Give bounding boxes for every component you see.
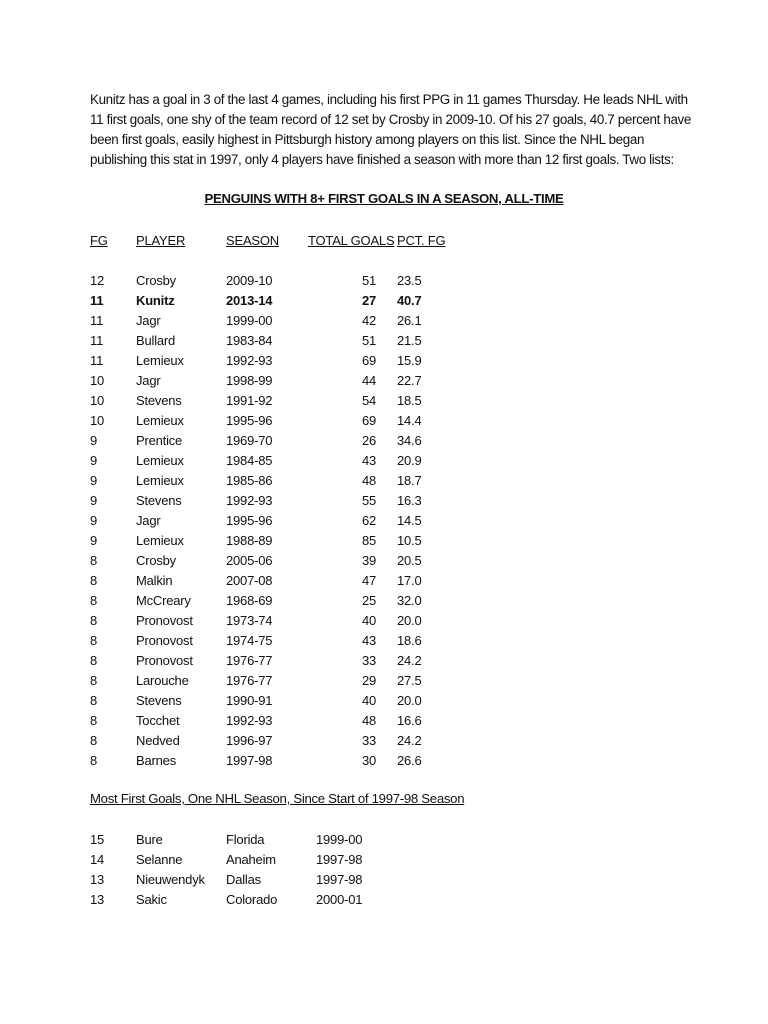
header-pct-fg: PCT. FG [397, 233, 446, 248]
cell-total-goals: 51 [361, 273, 376, 288]
table-row [90, 451, 457, 471]
cell-player: Crosby [136, 553, 176, 568]
cell-fg: 8 [90, 673, 98, 688]
table-row [90, 731, 457, 751]
cell-total-goals: 44 [361, 373, 376, 388]
cell-fg: 9 [90, 493, 98, 508]
cell-season: 1973-74 [226, 613, 273, 628]
table-row [90, 411, 457, 431]
cell-pct-fg: 20.5 [397, 553, 422, 568]
cell-pct-fg: 27.5 [397, 673, 422, 688]
cell-season: 1968-69 [226, 593, 273, 608]
table2-title: Most First Goals, One NHL Season, Since Start of 1997-98 Season [90, 791, 465, 806]
cell-player: Kunitz [136, 293, 175, 308]
cell-pct-fg: 32.0 [397, 593, 422, 608]
cell-fg: 8 [90, 653, 98, 668]
cell-player: Crosby [136, 273, 176, 288]
cell-player: Jagr [136, 313, 161, 328]
cell-total-goals: 33 [361, 653, 376, 668]
cell-fg: 8 [90, 753, 98, 768]
cell-season: 1998-99 [226, 373, 273, 388]
cell-fg: 8 [90, 573, 98, 588]
table-row [90, 331, 457, 351]
cell-pct-fg: 18.7 [397, 473, 422, 488]
cell-player: Tocchet [136, 713, 180, 728]
cell-season: 2000-01 [316, 892, 363, 907]
cell-pct-fg: 20.0 [397, 613, 422, 628]
cell-player: Stevens [136, 493, 182, 508]
cell-fg: 9 [90, 473, 98, 488]
cell-player: Jagr [136, 513, 161, 528]
table-row [90, 671, 457, 691]
cell-pct-fg: 26.1 [397, 313, 422, 328]
cell-fg: 8 [90, 713, 98, 728]
table1-header-row [90, 231, 457, 251]
cell-fg: 10 [90, 373, 105, 388]
table-row [90, 591, 457, 611]
cell-total-goals: 30 [361, 753, 376, 768]
table-row [90, 391, 457, 411]
table-row [90, 890, 386, 910]
cell-fg: 8 [90, 553, 98, 568]
cell-first-goals: 15 [90, 832, 105, 847]
table1-title: PENGUINS WITH 8+ FIRST GOALS IN A SEASON, ALL-TIME [204, 191, 564, 206]
cell-player: Larouche [136, 673, 189, 688]
cell-player: Pronovost [136, 653, 193, 668]
cell-pct-fg: 24.2 [397, 733, 422, 748]
table-row [90, 491, 457, 511]
table-row [90, 531, 457, 551]
cell-team: Florida [226, 832, 265, 847]
cell-pct-fg: 14.5 [397, 513, 422, 528]
cell-fg: 8 [90, 693, 98, 708]
cell-pct-fg: 23.5 [397, 273, 422, 288]
cell-player: Pronovost [136, 633, 193, 648]
table-row [90, 271, 457, 291]
cell-pct-fg: 17.0 [397, 573, 422, 588]
table-row [90, 351, 457, 371]
table-row [90, 611, 457, 631]
cell-pct-fg: 10.5 [397, 533, 422, 548]
cell-pct-fg: 20.9 [397, 453, 422, 468]
table-row [90, 371, 457, 391]
cell-pct-fg: 22.7 [397, 373, 422, 388]
table-row [90, 870, 386, 890]
cell-season: 1992-93 [226, 493, 273, 508]
cell-season: 1997-98 [316, 872, 363, 887]
cell-pct-fg: 34.6 [397, 433, 422, 448]
cell-season: 1990-91 [226, 693, 273, 708]
cell-season: 1974-75 [226, 633, 273, 648]
header-season: SEASON [226, 233, 279, 248]
cell-total-goals: 69 [361, 413, 376, 428]
cell-fg: 8 [90, 593, 98, 608]
first-goals-penguins-table [90, 231, 457, 771]
cell-total-goals: 39 [361, 553, 376, 568]
cell-pct-fg: 14.4 [397, 413, 422, 428]
cell-season: 1995-96 [226, 413, 273, 428]
cell-player: Lemieux [136, 453, 184, 468]
header-player: PLAYER [136, 233, 186, 248]
cell-total-goals: 25 [361, 593, 376, 608]
cell-fg: 11 [90, 313, 104, 328]
cell-total-goals: 51 [361, 333, 376, 348]
cell-player: Bullard [136, 333, 176, 348]
cell-fg: 9 [90, 433, 98, 448]
cell-total-goals: 69 [361, 353, 376, 368]
cell-total-goals: 26 [361, 433, 376, 448]
cell-team: Colorado [226, 892, 278, 907]
cell-first-goals: 14 [90, 852, 105, 867]
table-row [90, 711, 457, 731]
table-row [90, 471, 457, 491]
table1-body [90, 251, 457, 771]
table-row [90, 850, 386, 870]
intro-paragraph: Kunitz has a goal in 3 of the last 4 games, including his first PPG in 11 games Thursday. He leads NHL with 11 first goals, one shy of the team record of 12 set by Crosby in 2009-10. Of his 27 goals, 40.7 percent have been first goals, easily highest in Pittsburgh history among players on this list. Since the NHL began publishing this stat in 1997, only 4 players have finished a season with more than 12 first goals. Two lists: [90, 92, 691, 167]
cell-season: 1995-96 [226, 513, 273, 528]
table-row [90, 571, 457, 591]
cell-fg: 11 [90, 353, 104, 368]
table-row [90, 551, 457, 571]
cell-player: Selanne [136, 852, 183, 867]
cell-season: 1991-92 [226, 393, 273, 408]
cell-total-goals: 42 [361, 313, 376, 328]
cell-player: Lemieux [136, 533, 184, 548]
cell-team: Dallas [226, 872, 261, 887]
table1-spacer-row [90, 251, 457, 271]
cell-season: 1999-00 [226, 313, 273, 328]
cell-player: Bure [136, 832, 163, 847]
table-row [90, 431, 457, 451]
cell-season: 1996-97 [226, 733, 273, 748]
cell-season: 2005-06 [226, 553, 273, 568]
cell-fg: 9 [90, 513, 98, 528]
cell-season: 1992-93 [226, 713, 273, 728]
cell-player: Prentice [136, 433, 183, 448]
cell-player: Nedved [136, 733, 180, 748]
cell-player: Lemieux [136, 413, 184, 428]
cell-first-goals: 13 [90, 892, 105, 907]
table-row [90, 631, 457, 651]
cell-player: Barnes [136, 753, 176, 768]
table-row [90, 311, 457, 331]
cell-total-goals: 29 [361, 673, 376, 688]
cell-player: Malkin [136, 573, 173, 588]
cell-fg: 9 [90, 533, 98, 548]
table2-body [90, 830, 386, 910]
cell-player: Lemieux [136, 473, 184, 488]
header-total-goals: TOTAL GOALS [308, 233, 395, 248]
cell-total-goals: 48 [361, 713, 376, 728]
cell-player: Pronovost [136, 613, 193, 628]
cell-fg: 8 [90, 633, 98, 648]
cell-pct-fg: 40.7 [397, 293, 422, 308]
table-row [90, 291, 457, 311]
cell-season: 1969-70 [226, 433, 273, 448]
cell-pct-fg: 18.5 [397, 393, 422, 408]
cell-season: 1983-84 [226, 333, 273, 348]
cell-player: Sakic [136, 892, 167, 907]
cell-pct-fg: 15.9 [397, 353, 422, 368]
cell-season: 1997-98 [226, 753, 273, 768]
cell-total-goals: 40 [361, 613, 376, 628]
cell-total-goals: 43 [361, 453, 376, 468]
cell-season: 2009-10 [226, 273, 273, 288]
cell-player: Nieuwendyk [136, 872, 205, 887]
cell-total-goals: 48 [361, 473, 376, 488]
cell-fg: 11 [90, 333, 104, 348]
cell-pct-fg: 18.6 [397, 633, 422, 648]
cell-total-goals: 55 [361, 493, 376, 508]
cell-total-goals: 43 [361, 633, 376, 648]
cell-season: 2013-14 [226, 293, 273, 308]
table-row [90, 651, 457, 671]
cell-season: 1999-00 [316, 832, 363, 847]
cell-first-goals: 13 [90, 872, 105, 887]
cell-season: 1976-77 [226, 673, 273, 688]
cell-season: 1985-86 [226, 473, 273, 488]
cell-total-goals: 27 [361, 293, 376, 308]
cell-player: Lemieux [136, 353, 184, 368]
cell-fg: 8 [90, 733, 98, 748]
cell-fg: 9 [90, 453, 98, 468]
cell-total-goals: 54 [361, 393, 376, 408]
cell-total-goals: 33 [361, 733, 376, 748]
cell-player: McCreary [136, 593, 191, 608]
cell-fg: 8 [90, 613, 98, 628]
table-row [90, 751, 457, 771]
cell-team: Anaheim [226, 852, 276, 867]
cell-total-goals: 85 [361, 533, 376, 548]
cell-season: 1976-77 [226, 653, 273, 668]
cell-pct-fg: 20.0 [397, 693, 422, 708]
cell-total-goals: 62 [361, 513, 376, 528]
cell-total-goals: 47 [361, 573, 376, 588]
table-row [90, 830, 386, 850]
cell-player: Stevens [136, 693, 182, 708]
cell-fg: 12 [90, 273, 105, 288]
cell-player: Stevens [136, 393, 182, 408]
most-first-goals-nhl-table [90, 830, 386, 910]
cell-pct-fg: 16.3 [397, 493, 422, 508]
cell-total-goals: 40 [361, 693, 376, 708]
cell-pct-fg: 26.6 [397, 753, 422, 768]
cell-season: 1988-89 [226, 533, 273, 548]
cell-season: 2007-08 [226, 573, 273, 588]
cell-pct-fg: 16.6 [397, 713, 422, 728]
cell-pct-fg: 24.2 [397, 653, 422, 668]
header-fg: FG [90, 233, 108, 248]
cell-season: 1984-85 [226, 453, 273, 468]
cell-player: Jagr [136, 373, 161, 388]
cell-pct-fg: 21.5 [397, 333, 422, 348]
table-row [90, 511, 457, 531]
cell-fg: 10 [90, 413, 105, 428]
cell-fg: 11 [90, 293, 104, 308]
cell-fg: 10 [90, 393, 105, 408]
table-row [90, 691, 457, 711]
cell-season: 1992-93 [226, 353, 273, 368]
cell-season: 1997-98 [316, 852, 363, 867]
